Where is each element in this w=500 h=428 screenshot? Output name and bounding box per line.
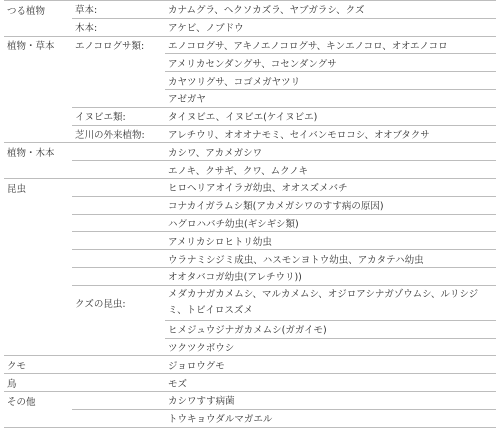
table-row [4, 338, 496, 356]
species-cell: メダカナガカメムシ、マルカメムシ、オジロアシナガゾウムシ、ルリシジミ、トビイロスズメ [165, 285, 496, 320]
table-row [4, 161, 496, 179]
subcategory-cell: エノコログサ類: [75, 41, 145, 53]
species-cell: アレチウリ、オオオナモミ、セイバンモロコシ、オオブタクサ [165, 125, 496, 143]
subcategory-cell [72, 356, 165, 374]
table-row [4, 391, 496, 409]
table-row [4, 36, 496, 54]
category-cell [4, 54, 72, 72]
subcategory-cell [72, 338, 165, 356]
species-cell: ウラナミシジミ成虫、ハスモンヨトウ幼虫、アカタテハ幼虫 [165, 250, 496, 268]
species-cell: エノコログサ、アキノエノコログサ、キンエノコロ、オオエノコロ [165, 36, 496, 54]
table-row [4, 214, 496, 232]
species-cell: タイヌビエ、イヌビエ(ケイヌビエ) [165, 107, 496, 125]
species-cell: ヒメジュウジナガカメムシ(ガガイモ) [165, 320, 496, 338]
table-row [4, 196, 496, 214]
category-cell [4, 18, 72, 36]
subcategory-cell: イヌビエ類: [72, 107, 165, 125]
table-row [4, 72, 496, 90]
subcategory-cell [72, 143, 165, 161]
species-cell: トウキョウダルマガエル [165, 409, 496, 427]
subcategory-cell [72, 374, 165, 392]
subcategory-cell [72, 178, 165, 196]
category-cell [4, 214, 72, 232]
category-cell: クモ [4, 356, 72, 374]
category-cell [4, 125, 72, 143]
species-cell: オオタバコガ幼虫(アレチウリ)) [165, 267, 496, 285]
subcategory-cell: 芝川の外来植物: [72, 125, 165, 143]
table-row [4, 356, 496, 374]
species-cell: ハグロハバチ幼虫(ギシギシ類) [165, 214, 496, 232]
subcategory-cell [72, 161, 165, 179]
subcategory-cell [72, 54, 165, 72]
species-cell: アメリカセンダングサ、コセンダングサ [165, 54, 496, 72]
subcategory-cell [72, 250, 165, 268]
category-cell [4, 196, 72, 214]
subcategory-cell [72, 196, 165, 214]
species-cell: カナムグラ、ヘクソカズラ、ヤブガラシ、クズ [165, 1, 496, 19]
table-row [4, 178, 496, 196]
category-cell: つる植物 [4, 1, 72, 19]
subcategory-cell [72, 232, 165, 250]
species-cell: ジョロウグモ [165, 356, 496, 374]
species-cell: ツクツクボウシ [165, 338, 496, 356]
table-row [4, 143, 496, 161]
species-cell: カシワすす病菌 [165, 391, 496, 409]
category-cell [4, 285, 72, 320]
category-cell [4, 89, 72, 107]
category-cell [4, 161, 72, 179]
category-cell: 鳥 [4, 374, 72, 392]
table-row [4, 1, 496, 19]
table-row [4, 320, 496, 338]
species-cell: カシワ、アカメガシワ [165, 143, 496, 161]
subcategory-cell: クズの昆虫: [75, 299, 126, 310]
species-cell: エノキ、クサギ、クワ、ムクノキ [165, 161, 496, 179]
species-cell: カヤツリグサ、コゴメガヤツリ [165, 72, 496, 90]
category-cell: 昆虫 [7, 183, 27, 195]
category-cell [4, 409, 72, 427]
category-cell [4, 338, 72, 356]
subcategory-cell [72, 320, 165, 338]
table-row [4, 89, 496, 107]
subcategory-cell [72, 409, 165, 427]
table-row [4, 107, 496, 125]
species-cell: モズ [165, 374, 496, 392]
species-cell: ヒロヘリアオイラガ幼虫、オオスズメバチ [165, 178, 496, 196]
subcategory-cell [72, 391, 165, 409]
category-cell [4, 107, 72, 125]
species-cell: アケビ、ノブドウ [165, 18, 496, 36]
subcategory-cell: 木本: [72, 18, 165, 36]
subcategory-cell [72, 214, 165, 232]
table-row [4, 54, 496, 72]
subcategory-cell [72, 89, 165, 107]
category-cell [4, 72, 72, 90]
table-row [4, 232, 496, 250]
table-row [4, 374, 496, 392]
table-row [4, 250, 496, 268]
category-cell [4, 232, 72, 250]
subcategory-cell [72, 72, 165, 90]
species-cell: コナカイガラムシ類(アカメガシワのすす病の原因) [165, 196, 496, 214]
category-cell [4, 320, 72, 338]
category-cell: 植物・草本 [7, 41, 55, 53]
category-cell [4, 267, 72, 285]
species-cell: アゼガヤ [165, 89, 496, 107]
category-cell: その他 [7, 396, 36, 408]
subcategory-cell: 草本: [72, 1, 165, 19]
subcategory-cell [72, 267, 165, 285]
species-cell: アメリカシロヒトリ幼虫 [165, 232, 496, 250]
category-cell [4, 250, 72, 268]
table-row [4, 285, 496, 320]
table-row [4, 267, 496, 285]
category-cell: 植物・木本 [7, 148, 55, 160]
table-row [4, 18, 496, 36]
table-row [4, 409, 496, 427]
species-table [4, 0, 496, 428]
table-row [4, 125, 496, 143]
